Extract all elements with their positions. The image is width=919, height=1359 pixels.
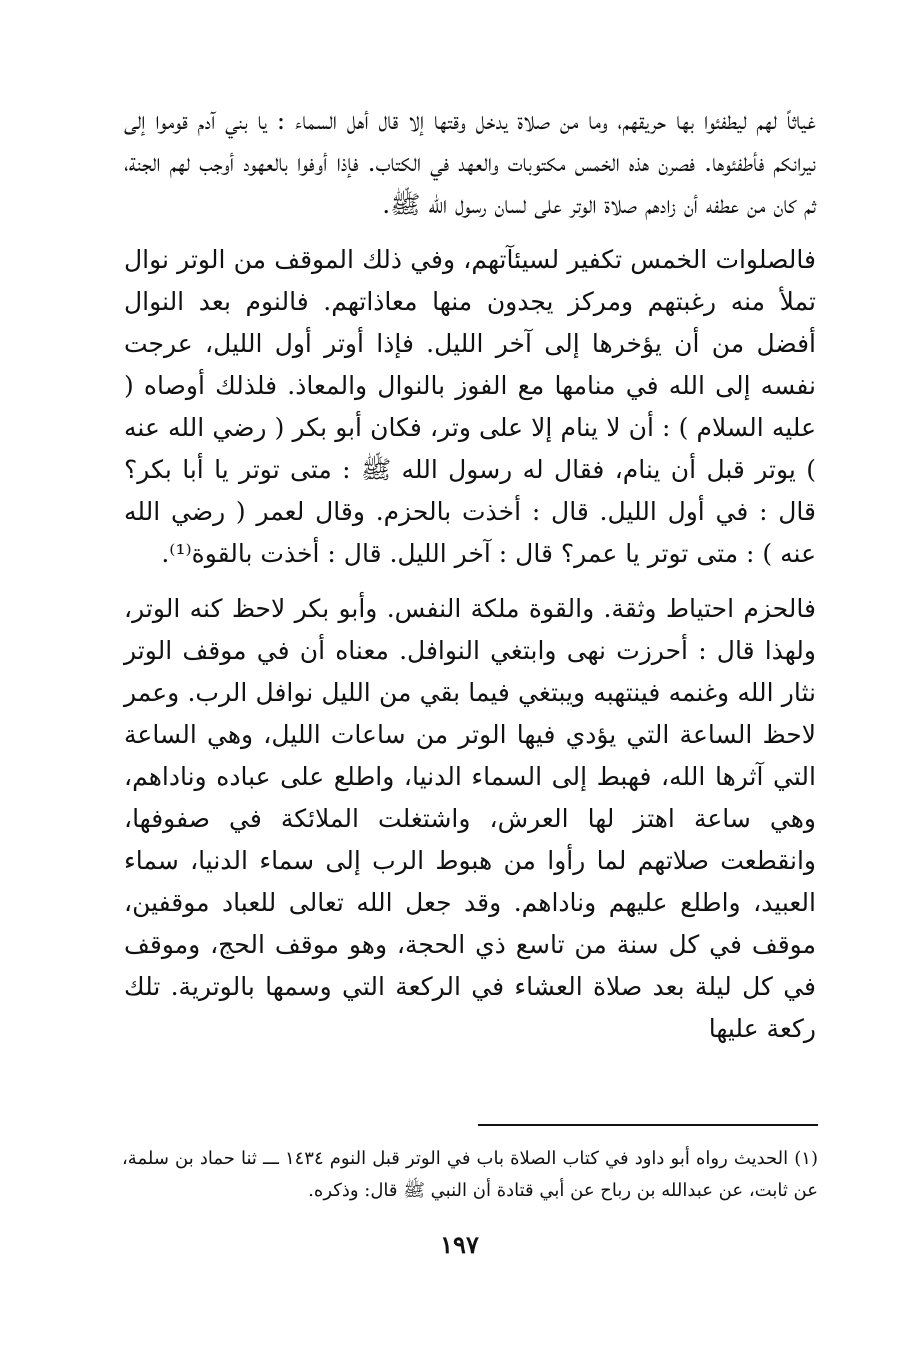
- page-number: ١٩٧: [440, 1230, 479, 1259]
- paragraph-2: فالصلوات الخمس تكفير لسيئآتهم، وفي ذلك الموقف من الوتر نوال تملأ منه رغبتهم ومركز يجدون منها معاذاتهم. فالنوم بعد النوال أفضل من أن يؤخرها إلى آخر الليل. فإذا أوتر أول الليل، عرجت نفسه إلى الله في منامها مع الفوز بالنوال والمعاذ. فلذلك أوصاه ( عليه السلام ) : أن لا ينام إلا على وتر، فكان أبو بكر ( رضي الله عنه ) يوتر قبل أن ينام، فقال له رسول الله ﷺ : متى توتر يا أبا بكر؟ قال : في أول الليل. قال : أخذت بالحزم. وقال لعمر ( رضي الله عنه ) : متى توتر يا عمر؟ قال : آخر الليل. قال : أخذت بالقوة⁽¹⁾.: [124, 245, 816, 568]
- paragraph-1: غياثاً لهم ليطفئوا بها حريقهم، وما من صلاة يدخل وقتها إلا قال أهل السماء : يا بني آدم قوموا إلى نيرانكم فأطفئوها. فصرن هذه الخمس مكتوبات والعهد في الكتاب. فإذا أوفوا بالعهود أوجب لهم الجنة، ثم كان من عطفه أن زادهم صلاة الوتر على لسان رسول الله ﷺ.: [124, 106, 816, 219]
- main-text: [124, 100, 816, 1050]
- footnote-divider: [478, 1124, 818, 1126]
- footnote: (١) الحديث رواه أبو داود في كتاب الصلاة باب في الوتر قبل النوم ١٤٣٤ ـــ ثنا حماد بن سلمة، عن ثابت، عن عبدالله بن رباح عن أبي قتادة أن النبي ﷺ قال: وذكره.: [122, 1148, 818, 1201]
- paragraph-3: فالحزم احتياط وثقة. والقوة ملكة النفس. وأبو بكر لاحظ كنه الوتر، ولهذا قال : أحرزت نهى وابتغي النوافل. معناه أن في موقف الوتر نثار الله وغنمه فينتهبه ويبتغي فيما بقي من الليل نوافل الرب. وعمر لاحظ الساعة التي يؤدي فيها الوتر من ساعات الليل، وهي الساعة التي آثرها الله، فهبط إلى السماء الدنيا، واطلع على عباده وناداهم، وهي ساعة اهتز لها العرش، واشتغلت الملائكة في صفوفها، وانقطعت صلاتهم لما رأوا من هبوط الرب إلى سماء الدنيا، سماء العبيد، واطلع عليهم وناداهم. وقد جعل الله تعالى للعباد موقفين، موقف في كل سنة من تاسع ذي الحجة، وهو موقف الحج، وموقف في كل ليلة بعد صلاة العشاء في الركعة التي وسمها بالوترية. تلك ركعة عليها: [124, 594, 817, 1043]
